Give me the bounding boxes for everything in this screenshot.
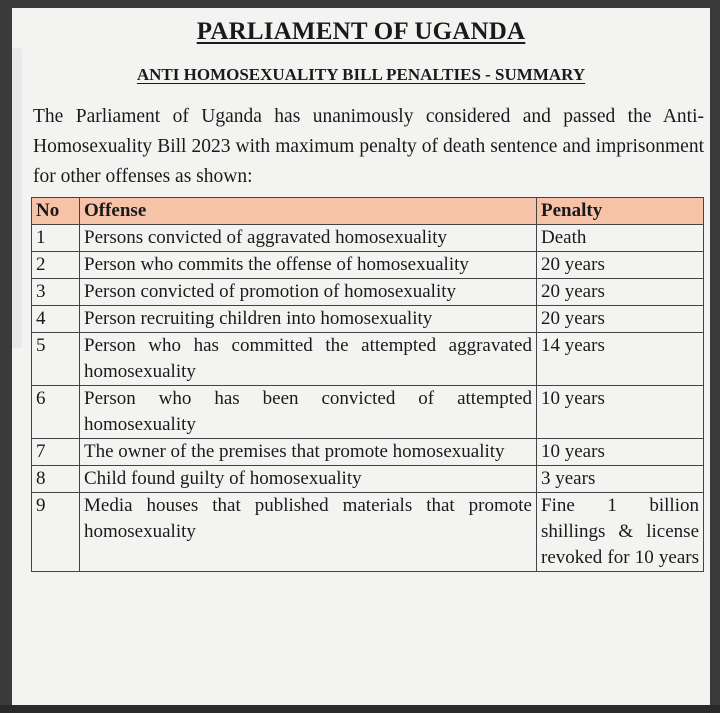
penalties-table (31, 197, 704, 572)
page-edge (12, 48, 22, 348)
row-penalty: 10 years (537, 439, 704, 466)
row-number: 4 (32, 306, 80, 333)
row-penalty: 20 years (537, 279, 704, 306)
table-row (32, 466, 704, 493)
row-penalty: 3 years (537, 466, 704, 493)
row-number: 9 (32, 493, 80, 572)
table-row (32, 225, 704, 252)
row-number: 8 (32, 466, 80, 493)
row-penalty: 14 years (537, 333, 704, 386)
row-number: 7 (32, 439, 80, 466)
row-offense: Person who has committed the attempted aggravated homosexuality (80, 333, 537, 386)
row-penalty: 20 years (537, 306, 704, 333)
table-row (32, 252, 704, 279)
row-offense: Person convicted of promotion of homosexuality (80, 279, 537, 306)
header-no: No (32, 198, 80, 225)
table-row (32, 493, 704, 572)
row-penalty: 20 years (537, 252, 704, 279)
table-row (32, 306, 704, 333)
table-row (32, 386, 704, 439)
row-penalty: 10 years (537, 386, 704, 439)
row-number: 5 (32, 333, 80, 386)
row-offense: Media houses that published materials that promote homosexuality (80, 493, 537, 572)
row-offense: Persons convicted of aggravated homosexuality (80, 225, 537, 252)
table-row (32, 333, 704, 386)
intro-paragraph: The Parliament of Uganda has unanimously considered and passed the Anti-Homosexuality Bill 2023 with maximum penalty of death sentence and imprisonment for other offenses as shown: (33, 106, 704, 187)
document-title-text: PARLIAMENT OF UGANDA (196, 18, 526, 45)
document-page (12, 8, 710, 705)
document-subtitle-text: ANTI HOMOSEXUALITY BILL PENALTIES - SUMMARY (136, 65, 586, 84)
row-number: 3 (32, 279, 80, 306)
row-penalty: Fine 1 billion shillings & license revoked for 10 years (537, 493, 704, 572)
table-row (32, 439, 704, 466)
row-offense: Person recruiting children into homosexuality (80, 306, 537, 333)
document-title (12, 18, 710, 46)
row-penalty: Death (537, 225, 704, 252)
row-number: 6 (32, 386, 80, 439)
header-penalty: Penalty (537, 198, 704, 225)
row-offense: The owner of the premises that promote homosexuality (80, 439, 537, 466)
table-row (32, 279, 704, 306)
header-offense: Offense (80, 198, 537, 225)
row-number: 2 (32, 252, 80, 279)
bottom-edge (0, 705, 720, 713)
table-header-row (32, 198, 704, 225)
document-subtitle (12, 65, 710, 85)
row-offense: Person who has been convicted of attempted homosexuality (80, 386, 537, 439)
row-offense: Child found guilty of homosexuality (80, 466, 537, 493)
row-offense: Person who commits the offense of homosexuality (80, 252, 537, 279)
row-number: 1 (32, 225, 80, 252)
